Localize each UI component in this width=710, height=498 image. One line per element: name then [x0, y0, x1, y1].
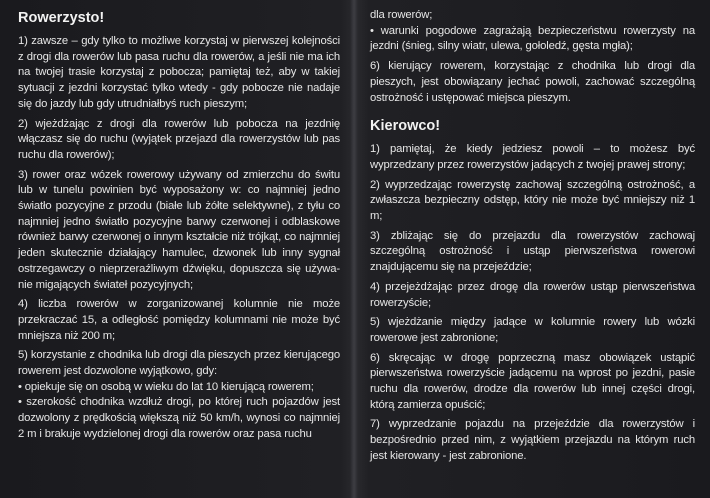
cyclist-rule-1: 1) zawsze – gdy tylko to możliwe korzystaj w pierwszej kolejności z drogi dla rowerów lub pasa ruchu dla rowerów, a jeśli nie ma ich na twojej trasie korzystaj z pobocza; pamiętaj też, aby w takiej sytuacji z jezdni korzystać tylko wtedy - gdy pobocze nie nadaje się do jazdy lub gdy utrudniałbyś ruch pieszym; — [18, 35, 340, 110]
driver-rule-2: 2) wyprzedzając rowerzystę zachowaj szczególną ostrożność, a zwłaszcza bezpieczny odstęp, który nie może być mniejszy niż 1 m; — [370, 178, 695, 223]
cyclist-rule-5 — [18, 348, 340, 442]
cyclist-rule-3: 3) rower oraz wózek rowerowy używany od zmierzchu do świtu lub w tunelu powinien być wyposażony w: co najmniej jedno światło pozycyjne z przodu (białe lub żółte selektywne), z tyłu co najmniej jedno światło pozycyjne barwy czerwonej i odblaskowe również barwy czerwonej o innym kształcie niż trójkąt, co najmniej jeden skutecznie działający hamulec, dzwonek lub inny sygnał ostrzegawczy o nieprzeraźliwym dźwięku, dopuszcza się używa-nie migających świateł pozycyjnych; — [18, 168, 340, 291]
driver-rule-5: 5) wjeżdżanie między jadące w kolumnie rowery lub wózki rowerowe jest zabronione; — [370, 316, 695, 344]
cyclist-rule-5-bullet-2: • szerokość chodnika wzdłuż drogi, po której ruch pojazdów jest dozwolony z prędkością większą niż 50 km/h, wynosi co najmniej 2 m i brakuje wydzielonej drogi dla rowerów oraz pasa ruchu — [18, 396, 340, 440]
cyclist-rule-5-bullet-3: • warunki pogodowe zagrażają bezpieczeństwu rowerzysty na jezdni (śnieg, silny wiatr, ulewa, gołoledź, gęsta mgła); — [370, 24, 695, 53]
cyclist-rule-5-text: 5) korzystanie z chodnika lub drogi dla pieszych przez kierującego rowerem jest dozwolone wyjątkowo, gdy: — [18, 349, 340, 378]
cyclist-rule-5-continuation: dla rowerów; — [370, 9, 433, 21]
cyclist-rule-6: 6) kierujący rowerem, korzystając z chodnika lub drogi dla pieszych, jest obowiązany jechać powoli, zachować szczególną ostrożność i ustępować miejsca pieszym. — [370, 60, 695, 104]
right-column — [370, 8, 695, 469]
cyclist-rule-2: 2) wjeżdżając z drogi dla rowerów lub pobocza na jezdnię włączasz się do ruchu (wyjątek przejazd dla rowerzystów lub pas ruchu dla rowerów); — [18, 117, 340, 161]
driver-rule-4: 4) przejeżdżając przez drogę dla rowerów ustąp pierwszeństwa rowerzyście; — [370, 280, 695, 309]
driver-heading: Kierowco! — [370, 118, 441, 135]
page-fold — [350, 0, 358, 498]
left-column — [18, 8, 340, 447]
driver-rule-6: 6) skręcając w drogę poprzeczną masz obowiązek ustąpić pierwszeństwa rowerzyście jadącemu na wprost po jezdni, pasie ruchu dla rowerów, drodze dla rowerów lub innej części drogi, którą zamierza opuścić; — [370, 351, 695, 411]
cyclist-heading: Rowerzysto! — [18, 10, 105, 26]
cyclist-rule-4: 4) liczba rowerów w zorganizowanej kolumnie nie może przekraczać 15, a odległość pomiędzy kolumnami nie może być mniejsza niż 200 m; — [18, 298, 340, 342]
driver-rule-7: 7) wyprzedzanie pojazdu na przejeździe dla rowerzystów i bezpośrednio przed nim, z wyjątkiem przejazdu na którym ruch jest kierowany - jest zabronione. — [370, 418, 695, 462]
cyclist-rule-5-bullet-1: • opiekuje się on osobą w wieku do lat 10 kierującą rowerem; — [18, 380, 314, 393]
driver-rule-1: 1) pamiętaj, że kiedy jedziesz powoli – to możesz być wyprzedzany przez rowerzystów jadących z twojej prawej strony; — [370, 143, 695, 171]
driver-rule-3: 3) zbliżając się do przejazdu dla rowerzystów zachowaj szczególną ostrożność i ustąp pierwszeństwa rowerowi znajdującemu się na przejeździe; — [370, 229, 695, 274]
